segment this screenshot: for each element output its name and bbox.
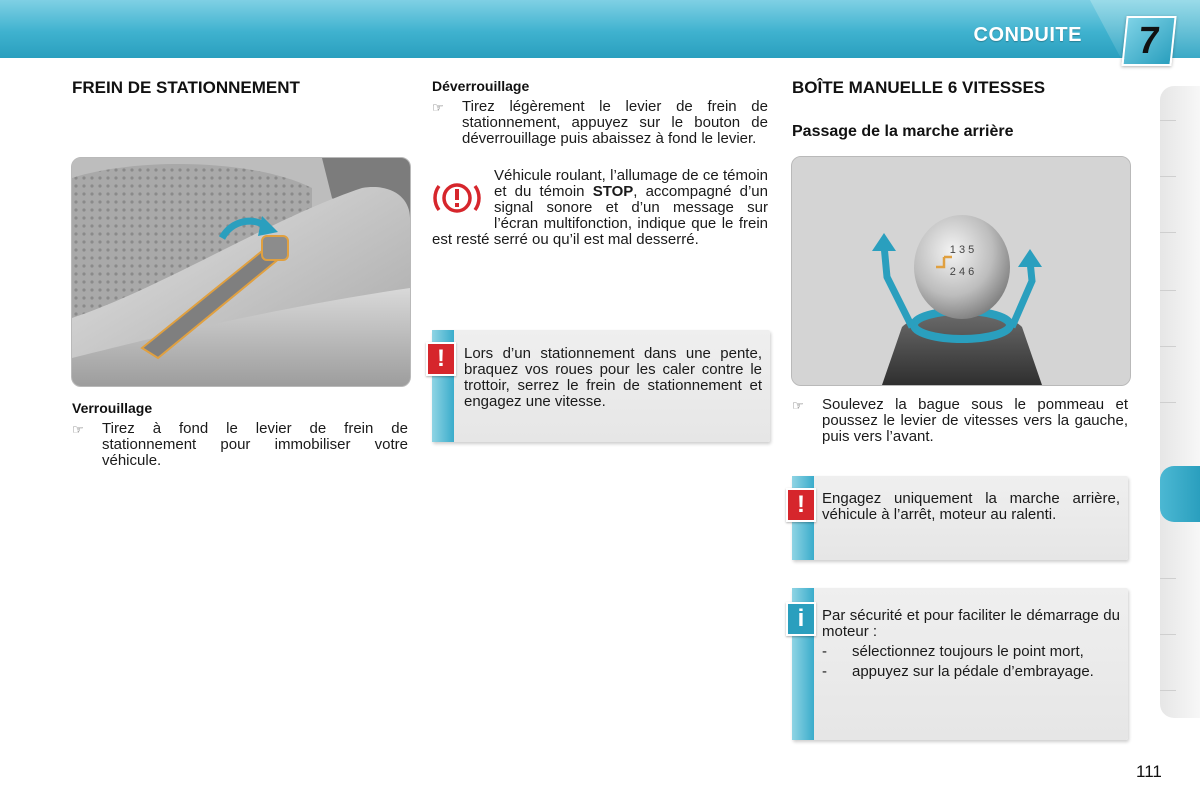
brake-warning-icon [432,178,482,218]
handbrake-illustration [72,158,410,386]
exclamation-icon: ! [426,342,456,376]
slope-parking-callout [432,330,770,442]
page-number: 111 [1136,762,1162,781]
reverse-gear-instruction [792,397,1128,445]
side-tab-divider [1160,690,1176,691]
deverrouillage-text: Tirez légèrement le levier de frein de stationnement, appuyez sur le bouton de déverrouillage puis abaissez à fond le levier. [462,98,768,147]
side-tab-divider [1160,232,1176,233]
reverse-gear-text: Soulevez la bague sous le pommeau et poussez le levier de vitesses vers la gauche, puis vers l’avant. [822,396,1128,445]
warning-text-end: , accompagné d’un signal sonore et d’un message sur l’écran multifonction, indique que le frein est resté serré ou qu’il est mal desserré. [432,183,768,248]
verrouillage-heading: Verrouillage [72,400,153,416]
gear-pattern-bottom: 2 4 6 [949,266,975,278]
side-tab-divider [1160,402,1176,403]
gear-pattern-top: 1 3 5 [949,244,975,256]
reverse-gear-subtitle: Passage de la marche arrière [792,123,1014,140]
side-tab-divider [1160,578,1176,579]
reverse-warning-text: Engagez uniquement la marche arrière, véhicule à l’arrêt, moteur au ralenti. [822,490,1120,523]
chapter-number-badge [1121,16,1176,66]
reverse-warning-callout [792,476,1128,560]
slope-parking-text: Lors d’un stationnement dans une pente, braquez vos roues pour les caler contre le trottoir, serrez le frein de stationnement et engagez une vitesse. [464,345,762,410]
exclamation-icon: ! [786,488,816,522]
safety-info-item [822,644,1120,660]
stop-label: STOP [592,183,634,200]
pointing-hand-icon: ☞ [72,422,84,437]
warning-text-start: Véhicule roulant, l’allumage de ce témoin et du témoin [494,167,768,200]
dash-bullet: - [822,663,827,680]
brake-warning-paragraph [432,168,768,248]
verrouillage-instruction [72,421,408,469]
side-tab-divider [1160,290,1176,291]
side-tab-divider [1160,176,1176,177]
safety-info-item [822,664,1120,680]
gear-knob-illustration [792,157,1130,385]
safety-info-item-text: sélectionnez toujours le point mort, [852,643,1084,660]
pointing-hand-icon: ☞ [432,100,444,115]
gearbox-title: BOÎTE MANUELLE 6 VITESSES [792,78,1046,97]
pointing-hand-icon: ☞ [792,398,804,413]
side-tab-active [1160,466,1200,522]
safety-info-intro: Par sécurité et pour faciliter le démarrage du moteur : [822,607,1120,640]
side-tab-divider [1160,120,1176,121]
gear-knob-photo [791,156,1131,386]
dash-bullet: - [822,643,827,660]
section-title: CONDUITE [973,24,1082,46]
chapter-number: 7 [1136,19,1162,62]
handbrake-lever-photo [71,157,411,387]
safety-info-callout [792,588,1128,740]
deverrouillage-instruction [432,99,768,147]
side-tab-divider [1160,634,1176,635]
info-icon: i [786,602,816,636]
safety-info-item-text: appuyez sur la pédale d’embrayage. [852,663,1094,680]
safety-info-text [822,608,1120,680]
deverrouillage-heading: Déverrouillage [432,78,530,94]
verrouillage-text: Tirez à fond le levier de frein de stationnement pour immobiliser votre véhicule. [102,420,408,469]
parking-brake-title: FREIN DE STATIONNEMENT [72,78,300,97]
side-tab-divider [1160,346,1176,347]
